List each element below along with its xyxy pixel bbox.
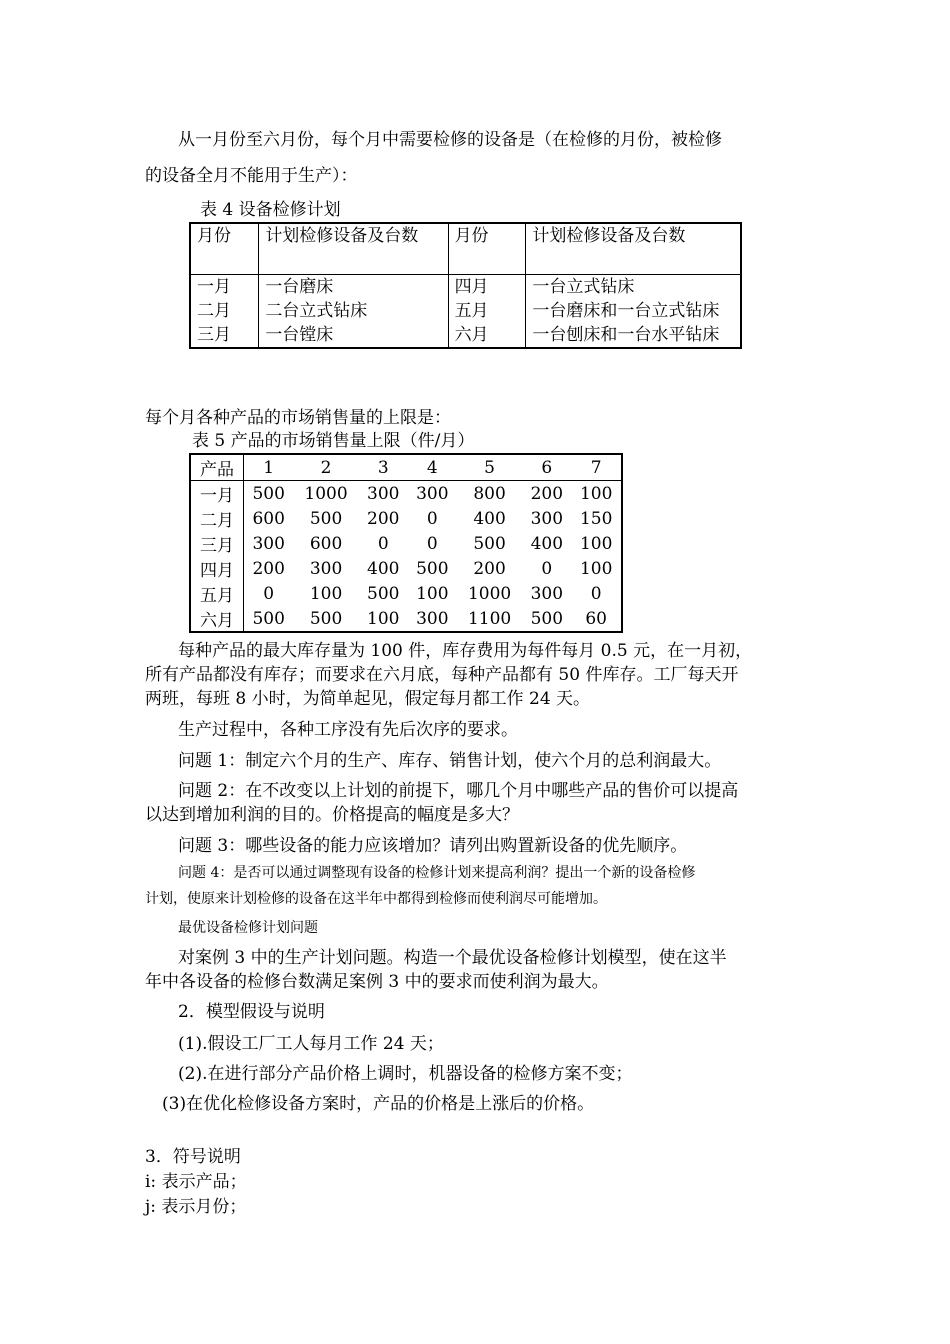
table4-cell: 一台磨床 [259,275,448,300]
table5-row [190,531,622,556]
table4-row [190,299,741,323]
symbol-item: j: 表示月份； [145,1197,247,1217]
table5-cell: 三月 [190,531,244,556]
table4-cell: 二月 [190,299,259,323]
table5-header-row [190,454,622,481]
table5-cell: 100 [367,608,400,629]
maintenance-plan-table [189,222,742,349]
intro-line-2: 的设备全月不能用于生产）： [145,166,358,186]
table5-row [190,581,622,606]
table5-cell: 一月 [190,481,244,507]
table5-row [190,506,622,531]
inventory-line-3: 两班，每班 8 小时，为简单起见，假定每月都工作 24 天。 [145,689,591,709]
table4-caption: 表 4 设备检修计划 [200,200,341,220]
table5-cell: 四月 [190,556,244,581]
table5-cell: 500 [252,483,285,504]
table4-cell: 一台镗床 [259,323,448,348]
table5-header-cell: 3 [359,454,408,481]
table5-header-cell: 7 [571,454,622,481]
table5-cell: 1000 [304,483,348,504]
table5-cell: 0 [377,533,389,554]
table5-row [190,556,622,581]
optimal-plan-line-1: 对案例 3 中的生产计划问题。构造一个最优设备检修计划模型，使在这半 [178,948,727,968]
table4-cell: 二台立式钻床 [259,299,448,323]
question-3: 问题 3：哪些设备的能力应该增加？请列出购置新设备的优先顺序。 [178,836,688,856]
table5-cell: 400 [530,533,564,554]
table5-cell: 300 [367,483,400,504]
question-4-line-1: 问题 4：是否可以通过调整现有设备的检修计划来提高利润？提出一个新的设备检修 [178,865,696,881]
question-2-line-1: 问题 2：在不改变以上计划的前提下，哪几个月中哪些产品的售价可以提高 [178,781,739,801]
table5-cell: 200 [367,508,400,529]
table5-cell: 六月 [190,606,244,632]
table5-cell: 500 [309,508,343,529]
table5-header-cell: 5 [457,454,522,481]
table5-cell: 300 [252,533,285,554]
table5-cell: 300 [309,558,343,579]
sales-limit-table [189,453,623,633]
table5-cell: 500 [367,583,400,604]
table5-header-cell: 4 [408,454,457,481]
table4-header-row [190,223,741,275]
table5-row [190,481,622,507]
table5-caption: 表 5 产品的市场销售量上限（件/月） [192,431,475,451]
table5-header-cell: 6 [522,454,571,481]
question-1: 问题 1：制定六个月的生产、库存、销售计划，使六个月的总利润最大。 [178,751,722,771]
symbol-item: i: 表示产品； [145,1172,247,1192]
section-3-title: 3．符号说明 [145,1147,241,1167]
table4-cell: 一台刨床和一台水平钻床 [532,325,720,345]
inventory-line-1: 每种产品的最大库存量为 100 件，库存费用为每件每月 0.5 元，在一月初， [178,641,753,661]
table5-cell: 300 [416,608,449,629]
table5-cell: 二月 [190,506,244,531]
table4-cell: 六月 [448,323,526,348]
table4-header-cell: 月份 [448,223,526,275]
table5-cell: 500 [530,608,564,629]
table5-cell: 300 [530,508,564,529]
table5-cell: 500 [252,608,285,629]
process-paragraph: 生产过程中，各种工序没有先后次序的要求。 [178,720,518,740]
table5-cell: 0 [426,508,438,529]
table5-cell: 0 [541,558,553,579]
question-2-line-2: 以达到增加利润的目的。价格提高的幅度是多大？ [145,805,519,825]
table5-cell: 200 [473,558,506,579]
table5-cell: 100 [416,583,449,604]
assumption-item: (2).在进行部分产品价格上调时，机器设备的检修方案不变； [178,1064,633,1084]
table4-row [190,323,741,348]
table5-header-cell: 产品 [190,454,244,481]
inventory-line-2: 所有产品都没有库存；而要求在六月底，每种产品都有 50 件库存。工厂每天开 [145,665,739,685]
table4-cell: 一台立式钻床 [532,277,635,297]
table5-cell: 200 [530,483,564,504]
assumption-item: (3)在优化检修设备方案时，产品的价格是上涨后的价格。 [162,1094,595,1114]
table5-cell: 800 [473,483,506,504]
table5-cell: 600 [309,533,343,554]
table5-cell: 1100 [467,608,512,629]
sales-intro: 每个月各种产品的市场销售量的上限是： [145,408,451,428]
question-4-line-2: 计划，使原来计划检修的设备在这半年中都得到检修而使利润尽可能增加。 [145,891,607,907]
table5-cell: 100 [579,558,613,579]
table5-header-cell: 2 [293,454,358,481]
table4-cell: 一月 [190,275,259,300]
table5-header-cell: 1 [244,454,294,481]
table4-header-cell: 计划检修设备及台数 [526,223,741,275]
table5-row [190,606,622,632]
table5-cell: 400 [473,508,506,529]
table5-cell: 0 [263,583,275,604]
table5-cell: 200 [252,558,285,579]
table5-cell: 500 [473,533,506,554]
table5-cell: 500 [309,608,343,629]
table5-cell: 150 [579,508,613,529]
table4-cell: 一台磨床和一台立式钻床 [532,301,720,321]
table5-cell: 100 [579,533,613,554]
table5-cell: 300 [416,483,449,504]
optimal-plan-line-2: 年中各设备的检修台数满足案例 3 中的要求而使利润为最大。 [145,972,609,992]
table5-cell: 0 [426,533,438,554]
table4-row [190,275,741,300]
table5-cell: 100 [579,483,613,504]
table4-cell: 五月 [448,299,526,323]
assumption-item: (1).假设工厂工人每月工作 24 天； [178,1034,444,1054]
intro-line-1: 从一月份至六月份，每个月中需要检修的设备是（在检修的月份，被检修 [178,130,722,150]
table5-cell: 1000 [467,583,512,604]
table4-header-cell: 计划检修设备及台数 [259,223,448,275]
table4-header-cell: 月份 [190,223,259,275]
table5-cell: 500 [416,558,449,579]
table4-cell: 四月 [448,275,526,300]
optimal-plan-title: 最优设备检修计划问题 [178,920,318,936]
table5-cell: 100 [309,583,343,604]
table5-cell: 0 [590,583,602,604]
section-2-title: 2．模型假设与说明 [178,1002,325,1022]
table5-cell: 600 [252,508,285,529]
table5-cell: 60 [585,608,607,629]
table5-cell: 五月 [190,581,244,606]
table5-cell: 300 [530,583,564,604]
table5-cell: 400 [367,558,400,579]
table4-cell: 三月 [190,323,259,348]
